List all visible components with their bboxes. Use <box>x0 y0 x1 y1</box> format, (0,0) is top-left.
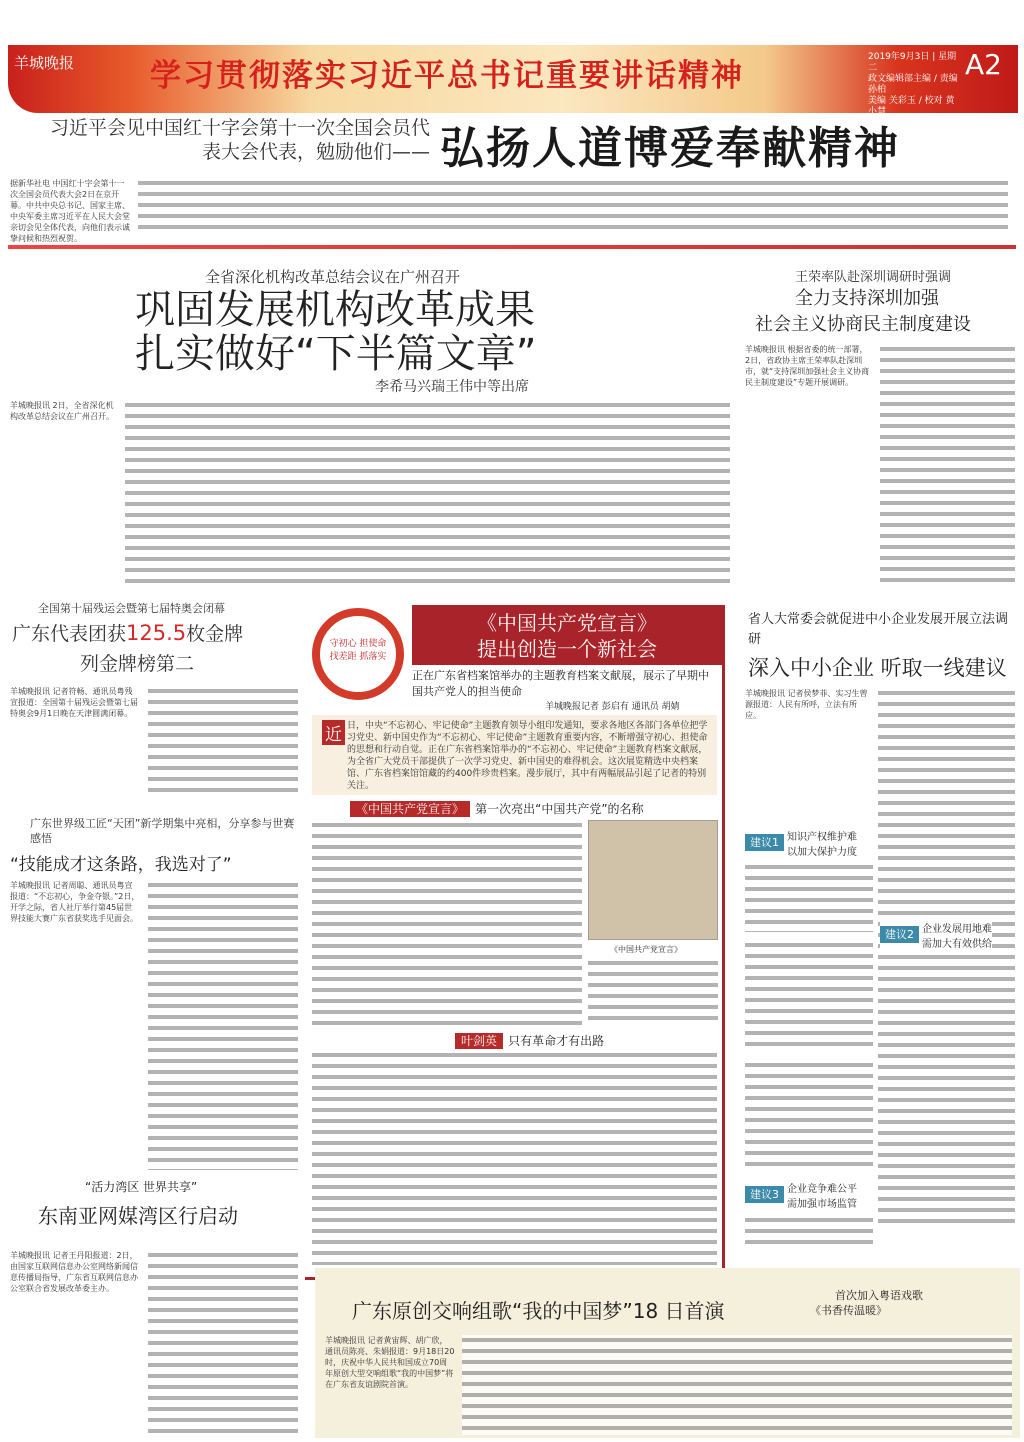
story2-lead: 羊城晚报讯 2日，全省深化机构改革总结会议在广州召开。 <box>10 401 114 421</box>
story5-lead: 羊城晚报讯 记者周聪、通讯员粤宣报道：“不忘初心，争金夺银。”2日，开学之际，省人社厅举行第45届世界技能大赛广东省获奖选手见面会。 <box>10 881 140 923</box>
story4-medal-count: 125.5 <box>126 621 187 645</box>
story1-lead: 据新华社电 中国红十字会第十一次全国会员代表大会2日在京开幕。中共中央总书记、国家主席、中央军委主席习近平在人民大会堂亲切会见全体代表，向他们表示诚挚问候和热烈祝贺。 <box>10 179 130 243</box>
feature-title-2: 提出创造一个新社会 <box>477 637 657 661</box>
story5-body <box>148 880 298 1170</box>
story1-body <box>138 178 1008 233</box>
story3-headline-2: 社会主义协商民主制度建设 <box>755 314 971 335</box>
item-title-2: 需加大有效供给 <box>922 939 992 950</box>
story3-lead: 羊城晚报讯 根据省委的统一部署，2日，省政协主席王荣率队赴深圳市，就“支持深圳加强社会主义协商民主制度建设”专题开展调研。 <box>745 345 870 387</box>
section1-tag: 《中国共产党宣言》 <box>350 801 470 817</box>
section-divider <box>8 245 1016 249</box>
story5-headline: “技能成才这条路，我选对了” <box>10 855 232 875</box>
story2-subhead: 李希马兴瑞王伟中等出席 <box>375 379 529 395</box>
story1-kicker: 习近平会见中国红十字会第十一次全国会员代表大会代表，勉励他们—— <box>49 117 430 163</box>
story8-side <box>810 1288 923 1318</box>
story6-lead: 羊城晚报讯 记者王丹阳报道：2日，由国家互联网信息办公室网络新闻信息传播局指导，广东省互联网信息办公室联合省发展改革委主办。 <box>10 1251 138 1293</box>
newspaper-logo: 羊城晚报 <box>14 54 75 72</box>
design-line: 美编 关彩玉 / 校对 黄小慧 <box>868 96 955 117</box>
story4-headline <box>12 620 243 647</box>
story2-kicker: 全省深化机构改革总结会议在广州召开 <box>205 268 461 286</box>
story8-lead: 羊城晚报讯 记者黄宙辉、胡广欣，通讯员陈亮、朱娟报道：9月18日20时，庆祝中华人民共和国成立70周年原创大型交响组歌“我的中国梦”将在广东省友谊剧院首演。 <box>325 1336 455 1389</box>
story8-side-1: 首次加入粤语戏歌 <box>835 1289 923 1302</box>
issue-date: 2019年9月3日 | 星期二 <box>868 52 957 73</box>
story4-body <box>148 686 298 794</box>
story7-kicker: 省人大常委会就促进中小企业发展开展立法调研 <box>748 612 1009 647</box>
page-number: A2 <box>965 48 1002 81</box>
story8-headline: 广东原创交响组歌“我的中国梦”18 日首演 <box>352 1299 725 1323</box>
story5-kicker: 广东世界级工匠“天团”新学期集中亮相，分享参与世赛感悟 <box>30 817 295 845</box>
story3-body <box>880 344 1015 587</box>
banner-title: 学习贯彻落实习近平总书记重要讲话精神 <box>150 58 744 94</box>
item-title-1: 企业发展用地难 <box>922 924 992 935</box>
story8-body <box>462 1335 1012 1435</box>
story8-side-2: 《书香传温暖》 <box>810 1304 887 1317</box>
item1-body <box>745 862 873 932</box>
section2-title: 只有革命才有出路 <box>508 1034 605 1048</box>
story4-headline-pre: 广东代表团获 <box>12 623 127 645</box>
theme-badge <box>312 608 404 700</box>
story7-item-3[interactable] <box>745 1180 857 1210</box>
story7-body <box>878 688 1015 1228</box>
section2-tag: 叶剑英 <box>455 1033 503 1049</box>
item2-body <box>745 940 873 1050</box>
story3-headline-1: 全力支持深圳加强 <box>795 288 939 309</box>
story3-kicker: 王荣率队赴深圳调研时强调 <box>795 270 952 285</box>
item3-body <box>745 1060 873 1170</box>
item-title-1: 企业竞争难公平 <box>787 1184 857 1195</box>
section2-heading <box>455 1030 604 1049</box>
section2-body <box>312 1050 717 1265</box>
feature-title <box>412 605 722 665</box>
story2-headline-2: 扎实做好“下半篇文章” <box>135 331 537 377</box>
badge-line-1: 守初心 担使命 <box>329 639 387 649</box>
photo-caption: 《中国共产党宣言》 <box>610 945 682 954</box>
dropcap: 近 <box>322 720 345 745</box>
feature-deck: 正在广东省档案馆举办的主题教育档案文献展，展示了早期中国共产党人的担当使命 <box>412 669 709 698</box>
feature-byline: 羊城晚报记者 彭启有 通讯员 胡婧 <box>545 702 680 712</box>
feature-title-1: 《中国共产党宣言》 <box>477 611 657 635</box>
issue-meta <box>868 52 963 118</box>
section1-body-2 <box>588 958 718 1023</box>
item3-body-2 <box>745 1215 873 1250</box>
story1-headline: 弘扬人道博爱奉献精神 <box>440 123 900 174</box>
badge-line-2: 找差距 抓落实 <box>329 652 387 662</box>
editor-line: 政文编辑部主编 / 责编 孙柏 <box>868 74 958 95</box>
feature-intro: 日，中央“不忘初心、牢记使命”主题教育领导小组印发通知，要求各地区各部门各单位把学习党史、新中国史作为“不忘初心、牢记使命”主题教育重要内容，不断增强守初心、担使命的思想和行动自觉。正在广东省档案馆举办的“不忘初心、牢记使命”主题教育档案文献展，为全省广大党员干部提供了一次学习党史、新中国史的难得机会。这次展览精选中央档案馆、广东省档案馆馆藏的约400件珍贵档案。漫步展厅，其中有两幅展品引起了记者的特别关注。 <box>347 721 708 791</box>
story4-lead: 羊城晚报讯 记者符畅、通讯员粤残宣报道：全国第十届残运会暨第七届特奥会9月1日晚在天津圆满闭幕。 <box>10 687 138 718</box>
story6-headline: 东南亚网媒湾区行启动 <box>38 1204 238 1228</box>
item-title-1: 知识产权维护难 <box>787 832 857 843</box>
item-tag: 建议2 <box>880 926 919 943</box>
story7-item-1[interactable] <box>745 828 857 858</box>
item-tag: 建议1 <box>745 834 784 851</box>
section1-body <box>312 820 582 1025</box>
item-tag: 建议3 <box>745 1186 784 1203</box>
story7-item-2[interactable] <box>880 920 992 950</box>
item-title-2: 以加大保护力度 <box>787 847 857 858</box>
story4-headline-post: 枚金牌 <box>186 623 244 645</box>
section1-heading <box>350 798 644 817</box>
story2-headline-1: 巩固发展机构改革成果 <box>135 287 535 333</box>
story4-kicker: 全国第十届残运会暨第七届特奥会闭幕 <box>38 602 225 615</box>
story7-lead: 羊城晚报讯 记者侯梦菲、实习生曾源报道：人民有所呼，立法有所应。 <box>745 689 868 720</box>
manifesto-photo <box>588 820 718 940</box>
story6-kicker: “活力湾区 世界共享” <box>85 1180 198 1194</box>
section1-title: 第一次亮出“中国共产党”的名称 <box>475 802 644 816</box>
story4-headline-2: 列金牌榜第二 <box>80 653 195 675</box>
story7-headline: 深入中小企业 听取一线建议 <box>748 656 1007 680</box>
item-title-2: 需加强市场监管 <box>787 1199 857 1210</box>
story2-body <box>125 400 730 588</box>
story6-body <box>148 1250 298 1435</box>
